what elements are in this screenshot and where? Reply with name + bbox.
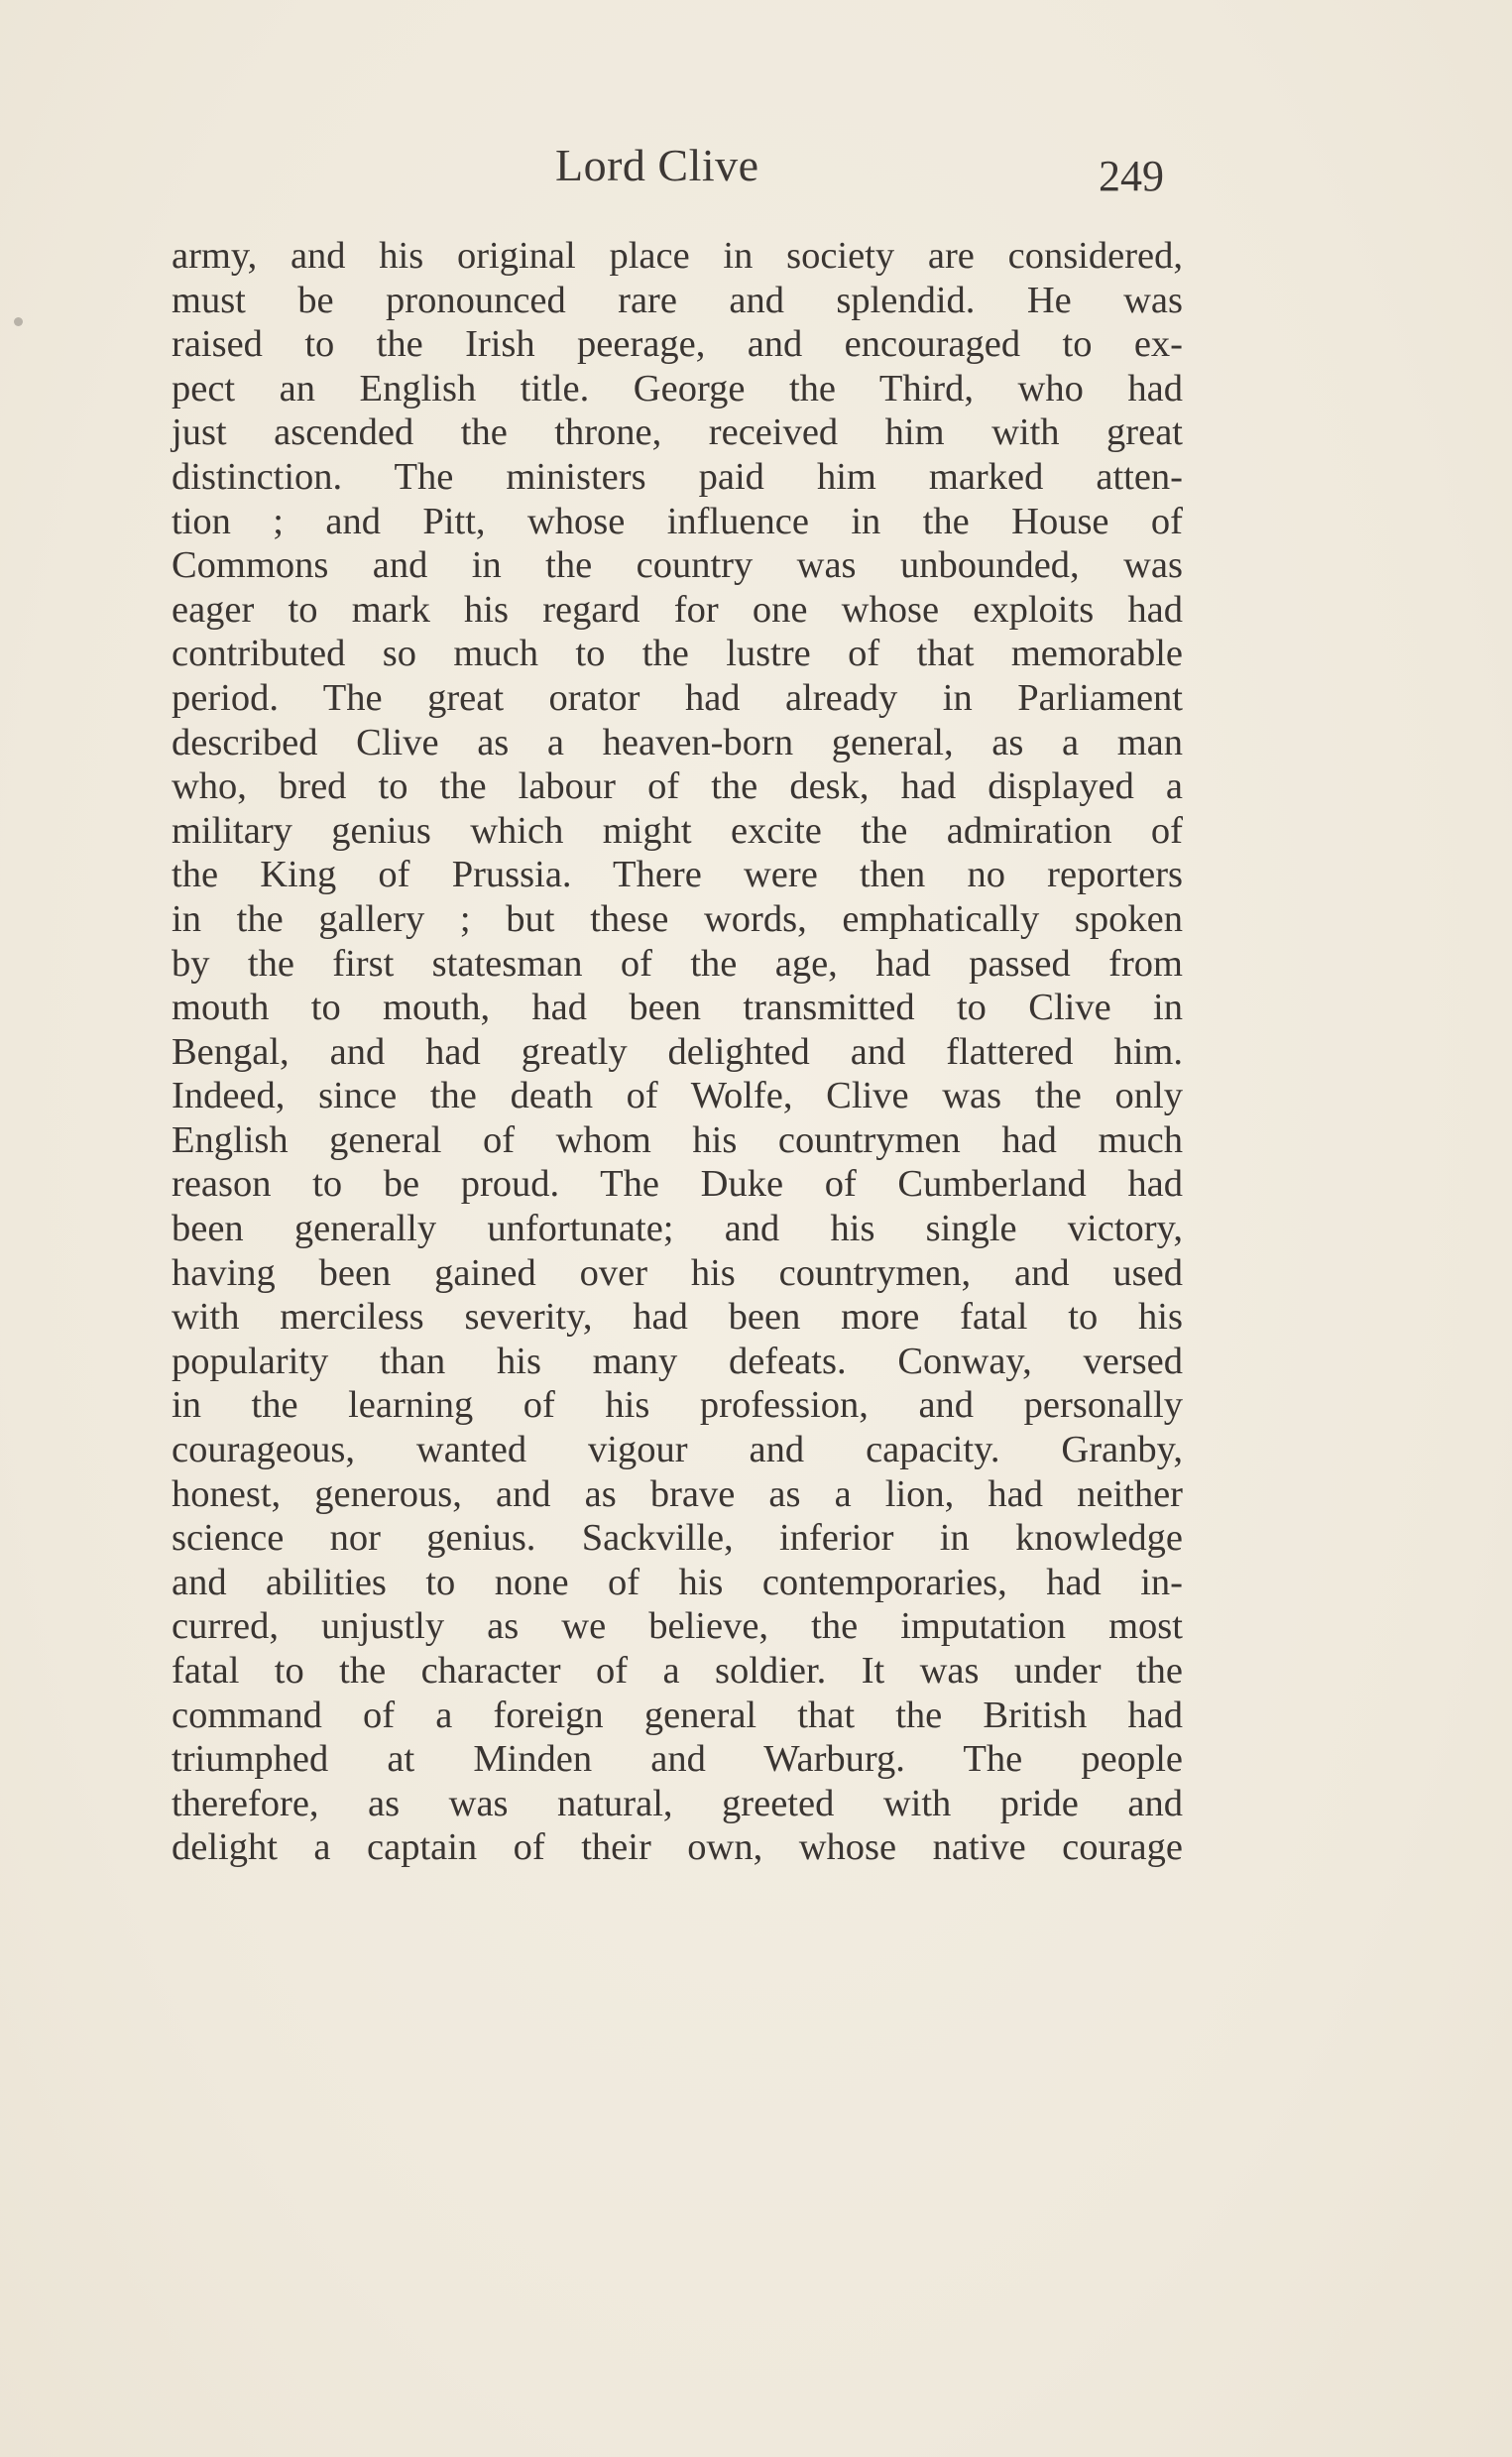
text-line: Indeed, since the death of Wolfe, Clive was the only [172, 1075, 1183, 1117]
text-line: eager to mark his regard for one whose exploits had [172, 588, 1183, 631]
text-line: tion ; and Pitt, whose influence in the House of [172, 500, 1183, 542]
text-line: and abilities to none of his contemporaries, had in- [172, 1561, 1183, 1603]
text-line: raised to the Irish peerage, and encouraged to ex- [172, 323, 1183, 366]
text-line: contributed so much to the lustre of that memorable [172, 633, 1183, 675]
text-line: delight a captain of their own, whose native courage [172, 1826, 1183, 1869]
page-number: 249 [1099, 152, 1164, 200]
text-line: by the first statesman of the age, had passed from [172, 942, 1183, 985]
text-line: army, and his original place in society are considered, [172, 235, 1183, 277]
text-line: reason to be proud. The Duke of Cumberland had [172, 1163, 1183, 1206]
text-line: the King of Prussia. There were then no reporters [172, 854, 1183, 896]
text-line: triumphed at Minden and Warburg. The people [172, 1738, 1183, 1781]
text-line: curred, unjustly as we believe, the imputation most [172, 1605, 1183, 1648]
body-text [172, 234, 1183, 1870]
text-line: having been gained over his countrymen, and used [172, 1251, 1183, 1294]
text-line: honest, generous, and as brave as a lion, had neither [172, 1472, 1183, 1515]
text-line: English general of whom his countrymen had much [172, 1118, 1183, 1161]
text-line: in the learning of his profession, and personally [172, 1384, 1183, 1427]
text-line: fatal to the character of a soldier. It was under the [172, 1650, 1183, 1692]
text-line: must be pronounced rare and splendid. He was [172, 279, 1183, 321]
running-head [0, 139, 1512, 208]
text-line: described Clive as a heaven-born general, as a man [172, 721, 1183, 763]
text-line: science nor genius. Sackville, inferior in knowledge [172, 1517, 1183, 1560]
text-line: command of a foreign general that the British had [172, 1694, 1183, 1736]
text-line: pect an English title. George the Third, who had [172, 367, 1183, 410]
text-line: who, bred to the labour of the desk, had displayed a [172, 765, 1183, 808]
text-line: courageous, wanted vigour and capacity. Granby, [172, 1429, 1183, 1471]
text-line: mouth to mouth, had been transmitted to Clive in [172, 987, 1183, 1029]
text-line: distinction. The ministers paid him marked atten- [172, 455, 1183, 498]
running-head-title: Lord Clive [555, 140, 759, 190]
text-line: with merciless severity, had been more fatal to his [172, 1296, 1183, 1339]
text-line: military genius which might excite the admiration of [172, 809, 1183, 852]
text-line: Bengal, and had greatly delighted and flattered him. [172, 1030, 1183, 1073]
text-line: Commons and in the country was unbounded, was [172, 544, 1183, 587]
text-line: just ascended the throne, received him with great [172, 411, 1183, 454]
text-line: in the gallery ; but these words, emphatically spoken [172, 897, 1183, 940]
text-line: popularity than his many defeats. Conway, versed [172, 1340, 1183, 1382]
paper-speck [14, 317, 23, 326]
text-line: therefore, as was natural, greeted with pride and [172, 1782, 1183, 1824]
text-line: been generally unfortunate; and his single victory, [172, 1208, 1183, 1250]
text-line: period. The great orator had already in Parliament [172, 676, 1183, 719]
